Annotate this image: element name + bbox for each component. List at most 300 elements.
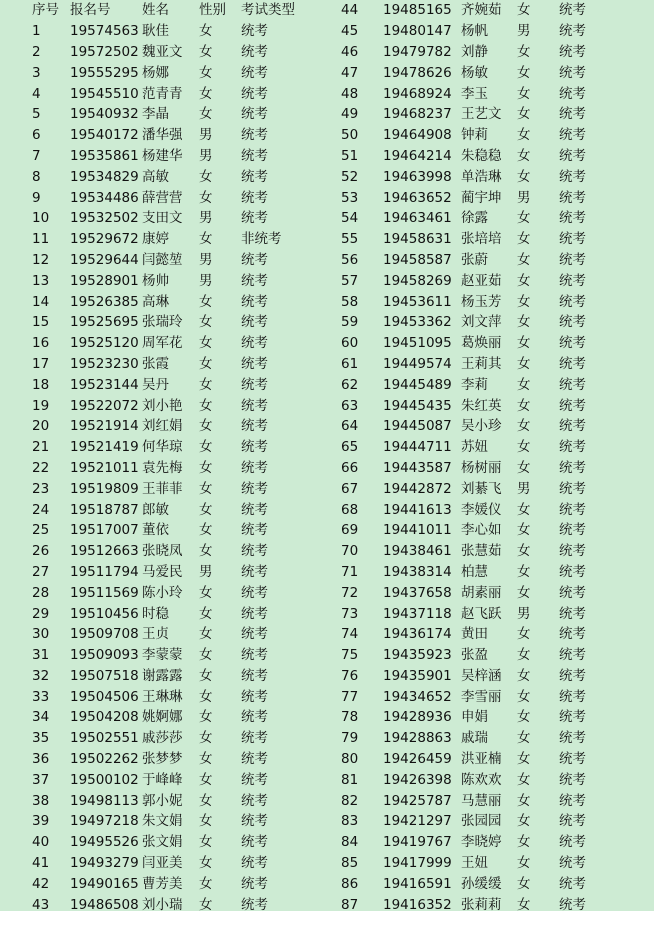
table-row bbox=[0, 187, 629, 208]
row-reg-no-right: 19419767 bbox=[383, 834, 452, 851]
row-index-left: 40 bbox=[32, 834, 50, 851]
row-exam-type-right: 统考 bbox=[559, 272, 586, 289]
row-index-left: 43 bbox=[32, 896, 50, 913]
row-reg-no-left: 19500102 bbox=[70, 771, 139, 788]
row-exam-type-right: 统考 bbox=[559, 189, 586, 206]
row-reg-no-right: 19458587 bbox=[383, 251, 452, 268]
row-exam-type-left: 统考 bbox=[241, 730, 268, 747]
row-reg-no-left: 19529672 bbox=[70, 231, 139, 248]
row-name-right: 朱稳稳 bbox=[461, 147, 502, 164]
header-reg-no: 报名号 bbox=[70, 2, 111, 19]
row-index-left: 11 bbox=[32, 231, 50, 248]
row-index-left: 3 bbox=[32, 64, 41, 81]
row-name-left bbox=[142, 915, 199, 936]
row-gender-left: 女 bbox=[199, 106, 213, 123]
row-exam-type-right: 统考 bbox=[559, 501, 586, 518]
row-gender-right: 女 bbox=[517, 210, 531, 227]
row-index-right: 49 bbox=[341, 106, 359, 123]
row-name-left: 支田文 bbox=[142, 210, 183, 227]
row-reg-no-right: 19445489 bbox=[383, 376, 452, 393]
header-gender: 性别 bbox=[199, 2, 226, 19]
table-row bbox=[0, 645, 629, 666]
row-reg-no-right: 19478626 bbox=[383, 64, 452, 81]
row-reg-no-right: 19445087 bbox=[383, 418, 452, 435]
row-reg-no-right: 19464214 bbox=[383, 147, 452, 164]
row-index-right: 74 bbox=[341, 626, 359, 643]
row-exam-type-left: 统考 bbox=[241, 522, 268, 539]
row-reg-no-left: 19502262 bbox=[70, 751, 139, 768]
row-exam-type-right: 统考 bbox=[559, 688, 586, 705]
row-index-left: 4 bbox=[32, 85, 41, 102]
row-index-right: 45 bbox=[341, 23, 359, 40]
row-reg-no-left: 19511569 bbox=[70, 584, 139, 601]
row-exam-type-left: 统考 bbox=[241, 459, 268, 476]
row-reg-no-left: 19525120 bbox=[70, 335, 139, 352]
row-index-right: 84 bbox=[341, 834, 359, 851]
row-reg-no-left: 19507518 bbox=[70, 667, 139, 684]
row-exam-type-left: 统考 bbox=[241, 855, 268, 872]
row-gender-left: 男 bbox=[199, 563, 213, 580]
row-gender-right: 男 bbox=[517, 480, 531, 497]
row-name-right: 杨玉芳 bbox=[461, 293, 502, 310]
row-gender-left: 女 bbox=[199, 855, 213, 872]
row-reg-no-left: 19521011 bbox=[70, 459, 139, 476]
row-exam-type-left: 统考 bbox=[241, 106, 268, 123]
row-gender-right: 女 bbox=[517, 64, 531, 81]
row-gender-left: 男 bbox=[199, 127, 213, 144]
row-index-left: 6 bbox=[32, 127, 41, 144]
row-exam-type-right: 统考 bbox=[559, 543, 586, 560]
row-exam-type-right: 统考 bbox=[559, 355, 586, 372]
row-gender-left: 女 bbox=[199, 189, 213, 206]
table-row bbox=[0, 894, 629, 915]
row-exam-type-right: 统考 bbox=[559, 168, 586, 185]
row-name-right: 黄田 bbox=[461, 626, 488, 643]
row-exam-type-left: 统考 bbox=[241, 771, 268, 788]
row-index-right: 54 bbox=[341, 210, 359, 227]
row-reg-no-left: 19528901 bbox=[70, 272, 139, 289]
table-row bbox=[0, 291, 629, 312]
table-row bbox=[0, 832, 629, 853]
row-reg-no-right: 19438461 bbox=[383, 543, 452, 560]
row-exam-type-left: 统考 bbox=[241, 43, 268, 60]
row-reg-no-right: 19426398 bbox=[383, 771, 452, 788]
row-gender-right: 女 bbox=[517, 439, 531, 456]
row-exam-type-left: 统考 bbox=[241, 210, 268, 227]
row-exam-type-right: 统考 bbox=[559, 210, 586, 227]
row-gender-right: 女 bbox=[517, 667, 531, 684]
row-name-right: 马慧丽 bbox=[461, 792, 502, 809]
row-reg-no-right: 19426459 bbox=[383, 751, 452, 768]
row-gender-left: 女 bbox=[199, 709, 213, 726]
row-index-left: 20 bbox=[32, 418, 50, 435]
row-index-right: 82 bbox=[341, 792, 359, 809]
row-exam-type-right: 统考 bbox=[559, 480, 586, 497]
table-row bbox=[0, 62, 629, 83]
row-name-right: 张莉莉 bbox=[461, 896, 502, 913]
row-exam-type-right: 统考 bbox=[559, 231, 586, 248]
row-exam-type-right: 统考 bbox=[559, 106, 586, 123]
row-reg-no-right: 19417999 bbox=[383, 855, 452, 872]
row-gender-right: 女 bbox=[517, 2, 531, 19]
row-reg-no-right: 19416352 bbox=[383, 896, 452, 913]
row-reg-no-left: 19540172 bbox=[70, 127, 139, 144]
row-index-right: 68 bbox=[341, 501, 359, 518]
row-reg-no-right: 19434652 bbox=[383, 688, 452, 705]
row-gender-left: 女 bbox=[199, 584, 213, 601]
row-index-left: 12 bbox=[32, 251, 50, 268]
row-reg-no-left: 19555295 bbox=[70, 64, 139, 81]
row-reg-no-left: 19517007 bbox=[70, 522, 139, 539]
row-exam-type-left bbox=[241, 915, 341, 936]
row-gender-right: 女 bbox=[517, 314, 531, 331]
row-index-left: 9 bbox=[32, 189, 41, 206]
row-name-right: 张园园 bbox=[461, 813, 502, 830]
row-name-right: 柏慧 bbox=[461, 563, 488, 580]
row-reg-no-right: 19416591 bbox=[383, 875, 452, 892]
table-row bbox=[0, 374, 629, 395]
row-name-left: 杨帅 bbox=[142, 272, 169, 289]
row-gender-left: 女 bbox=[199, 792, 213, 809]
row-gender-left: 男 bbox=[199, 210, 213, 227]
row-gender-right: 女 bbox=[517, 147, 531, 164]
row-index-left: 35 bbox=[32, 730, 50, 747]
row-index-right: 57 bbox=[341, 272, 359, 289]
row-reg-no-left: 19545510 bbox=[70, 85, 139, 102]
row-exam-type-right: 统考 bbox=[559, 563, 586, 580]
row-exam-type-left: 统考 bbox=[241, 418, 268, 435]
row-reg-no-right: 19464908 bbox=[383, 127, 452, 144]
row-index-left: 15 bbox=[32, 314, 50, 331]
row-index-left: 17 bbox=[32, 355, 50, 372]
row-index-left: 18 bbox=[32, 376, 50, 393]
row-gender-left: 女 bbox=[199, 439, 213, 456]
row-gender-right: 女 bbox=[517, 522, 531, 539]
row-index-left bbox=[0, 915, 70, 936]
row-name-right: 赵亚茹 bbox=[461, 272, 502, 289]
row-name-right: 张盈 bbox=[461, 647, 488, 664]
table-row bbox=[0, 853, 629, 874]
row-index-right: 66 bbox=[341, 459, 359, 476]
row-index-left: 13 bbox=[32, 272, 50, 289]
row-index-right: 48 bbox=[341, 85, 359, 102]
row-index-right: 63 bbox=[341, 397, 359, 414]
row-name-left: 张霞 bbox=[142, 355, 169, 372]
row-exam-type-right: 统考 bbox=[559, 459, 586, 476]
row-index-right: 67 bbox=[341, 480, 359, 497]
row-exam-type-left: 统考 bbox=[241, 189, 268, 206]
row-reg-no-right: 19463652 bbox=[383, 189, 452, 206]
row-reg-no-right: 19468237 bbox=[383, 106, 452, 123]
table-row bbox=[0, 499, 629, 520]
row-exam-type-right: 统考 bbox=[559, 2, 586, 19]
row-reg-no-right: 19443587 bbox=[383, 459, 452, 476]
row-exam-type-right: 统考 bbox=[559, 85, 586, 102]
row-name-left: 董依 bbox=[142, 522, 169, 539]
row-reg-no-left: 19574563 bbox=[70, 23, 139, 40]
row-reg-no-left: 19504208 bbox=[70, 709, 139, 726]
row-gender-left: 女 bbox=[199, 730, 213, 747]
row-index-right: 78 bbox=[341, 709, 359, 726]
row-exam-type-right: 统考 bbox=[559, 439, 586, 456]
row-index-left: 33 bbox=[32, 688, 50, 705]
row-name-left: 何华琼 bbox=[142, 439, 183, 456]
row-name-right: 刘綦飞 bbox=[461, 480, 502, 497]
row-index-right: 44 bbox=[341, 2, 359, 19]
row-index-right: 81 bbox=[341, 771, 359, 788]
row-name-right: 申娟 bbox=[461, 709, 488, 726]
row-name-left: 魏亚文 bbox=[142, 43, 183, 60]
row-reg-no-right: 19441613 bbox=[383, 501, 452, 518]
table-row bbox=[0, 811, 629, 832]
row-name-left: 吴丹 bbox=[142, 376, 169, 393]
row-reg-no-right: 19436174 bbox=[383, 626, 452, 643]
row-name-right: 苏妞 bbox=[461, 439, 488, 456]
row-exam-type-right: 统考 bbox=[559, 667, 586, 684]
table-row bbox=[0, 166, 629, 187]
row-reg-no-left: 19510456 bbox=[70, 605, 139, 622]
row-reg-no-left: 19535861 bbox=[70, 147, 139, 164]
row-name-left: 郭小妮 bbox=[142, 792, 183, 809]
row-gender-right: 女 bbox=[517, 272, 531, 289]
row-exam-type-left: 统考 bbox=[241, 23, 268, 40]
row-reg-no-right: 19449574 bbox=[383, 355, 452, 372]
row-exam-type-right: 统考 bbox=[559, 834, 586, 851]
row-reg-no-right: 19442872 bbox=[383, 480, 452, 497]
row-gender-left: 男 bbox=[199, 272, 213, 289]
table-row bbox=[0, 915, 629, 936]
row-name-right: 刘文萍 bbox=[461, 314, 502, 331]
table-row bbox=[0, 416, 629, 437]
row-exam-type-left: 统考 bbox=[241, 168, 268, 185]
row-exam-type-left: 统考 bbox=[241, 64, 268, 81]
row-gender-left: 女 bbox=[199, 43, 213, 60]
row-index-left: 29 bbox=[32, 605, 50, 622]
row-gender-right: 男 bbox=[517, 23, 531, 40]
row-name-left: 闫亚美 bbox=[142, 855, 183, 872]
row-reg-no-left: 19522072 bbox=[70, 397, 139, 414]
row-name-right: 杨敏 bbox=[461, 64, 488, 81]
row-gender-left: 女 bbox=[199, 667, 213, 684]
row-reg-no-right: 19485165 bbox=[383, 2, 452, 19]
row-name-left: 周军花 bbox=[142, 335, 183, 352]
row-exam-type-left: 统考 bbox=[241, 834, 268, 851]
row-exam-type-right: 统考 bbox=[559, 584, 586, 601]
row-exam-type-left: 统考 bbox=[241, 584, 268, 601]
row-name-right: 刘静 bbox=[461, 43, 488, 60]
row-exam-type-right: 统考 bbox=[559, 813, 586, 830]
row-index-right: 59 bbox=[341, 314, 359, 331]
table-row bbox=[0, 42, 629, 63]
table-row bbox=[0, 749, 629, 770]
row-reg-no-left: 19532502 bbox=[70, 210, 139, 227]
row-gender-right: 女 bbox=[517, 376, 531, 393]
row-name-left: 曹芳美 bbox=[142, 875, 183, 892]
row-name-left: 杨娜 bbox=[142, 64, 169, 81]
row-index-right: 73 bbox=[341, 605, 359, 622]
row-gender-right: 女 bbox=[517, 834, 531, 851]
row-exam-type-left: 统考 bbox=[241, 896, 268, 913]
row-index-left: 34 bbox=[32, 709, 50, 726]
row-reg-no-left: 19509708 bbox=[70, 626, 139, 643]
row-reg-no-right: 19425787 bbox=[383, 792, 452, 809]
row-index-left: 1 bbox=[32, 23, 41, 40]
row-gender-right: 女 bbox=[517, 896, 531, 913]
row-index-left: 42 bbox=[32, 875, 50, 892]
row-gender-right: 女 bbox=[517, 231, 531, 248]
row-exam-type-left: 统考 bbox=[241, 647, 268, 664]
row-exam-type-left: 统考 bbox=[241, 397, 268, 414]
row-name-right: 陈欢欢 bbox=[461, 771, 502, 788]
row-reg-no-right: 19444711 bbox=[383, 439, 452, 456]
row-gender-right: 女 bbox=[517, 355, 531, 372]
row-exam-type-right: 统考 bbox=[559, 626, 586, 643]
row-name-left: 陈小玲 bbox=[142, 584, 183, 601]
row-reg-no-right: 19437118 bbox=[383, 605, 452, 622]
row-index-right: 69 bbox=[341, 522, 359, 539]
row-reg-no-left: 19486508 bbox=[70, 896, 139, 913]
row-reg-no-left: 19493279 bbox=[70, 855, 139, 872]
row-exam-type-right: 统考 bbox=[559, 376, 586, 393]
row-reg-no-right: 19463461 bbox=[383, 210, 452, 227]
table-row bbox=[0, 728, 629, 749]
row-name-right: 戚瑞 bbox=[461, 730, 488, 747]
row-exam-type-left: 统考 bbox=[241, 85, 268, 102]
row-exam-type-right: 统考 bbox=[559, 335, 586, 352]
row-gender-right: 女 bbox=[517, 771, 531, 788]
row-reg-no-right: 19421297 bbox=[383, 813, 452, 830]
header-index: 序号 bbox=[32, 2, 59, 19]
row-exam-type-right: 统考 bbox=[559, 127, 586, 144]
row-index-right: 64 bbox=[341, 418, 359, 435]
row-index-left: 23 bbox=[32, 480, 50, 497]
row-reg-no-right: 19463998 bbox=[383, 168, 452, 185]
row-index-left: 21 bbox=[32, 439, 50, 456]
row-index-left: 7 bbox=[32, 147, 41, 164]
table-row bbox=[0, 582, 629, 603]
row-reg-no-left: 19498113 bbox=[70, 792, 139, 809]
row-name-right: 吴小珍 bbox=[461, 418, 502, 435]
row-exam-type-right: 统考 bbox=[559, 522, 586, 539]
row-reg-no-left: 19540932 bbox=[70, 106, 139, 123]
table-row bbox=[0, 354, 629, 375]
row-index-left: 25 bbox=[32, 522, 50, 539]
row-gender-right: 女 bbox=[517, 43, 531, 60]
row-name-left: 王琳琳 bbox=[142, 688, 183, 705]
row-index-right: 46 bbox=[341, 43, 359, 60]
row-name-left: 王贞 bbox=[142, 626, 169, 643]
row-exam-type-right: 统考 bbox=[559, 147, 586, 164]
row-name-left: 杨建华 bbox=[142, 147, 183, 164]
row-gender-right: 女 bbox=[517, 751, 531, 768]
table-row bbox=[0, 229, 629, 250]
row-reg-no-left: 19495526 bbox=[70, 834, 139, 851]
row-gender-right: 女 bbox=[517, 459, 531, 476]
row-reg-no-right: 19480147 bbox=[383, 23, 452, 40]
row-gender-right: 男 bbox=[517, 189, 531, 206]
row-exam-type-left: 统考 bbox=[241, 355, 268, 372]
row-gender-right: 女 bbox=[517, 584, 531, 601]
row-exam-type-left: 统考 bbox=[241, 875, 268, 892]
row-reg-no-right bbox=[383, 915, 461, 936]
row-index-left: 19 bbox=[32, 397, 50, 414]
row-name-left: 张梦梦 bbox=[142, 751, 183, 768]
row-index-left: 10 bbox=[32, 210, 50, 227]
row-exam-type-left: 统考 bbox=[241, 501, 268, 518]
row-reg-no-right: 19458269 bbox=[383, 272, 452, 289]
row-index-left: 32 bbox=[32, 667, 50, 684]
row-exam-type-right: 统考 bbox=[559, 251, 586, 268]
row-reg-no-left: 19534829 bbox=[70, 168, 139, 185]
row-gender-right: 女 bbox=[517, 168, 531, 185]
row-index-left: 22 bbox=[32, 459, 50, 476]
row-reg-no-left: 19521914 bbox=[70, 418, 139, 435]
row-name-right: 徐露 bbox=[461, 210, 488, 227]
row-gender-left: 女 bbox=[199, 875, 213, 892]
row-name-right: 李莉 bbox=[461, 376, 488, 393]
table-row bbox=[0, 270, 629, 291]
row-exam-type-right: 统考 bbox=[559, 64, 586, 81]
row-name-left: 刘红娟 bbox=[142, 418, 183, 435]
row-name-right: 杨树丽 bbox=[461, 459, 502, 476]
table-row bbox=[0, 790, 629, 811]
row-index-right: 71 bbox=[341, 563, 359, 580]
row-exam-type-left: 统考 bbox=[241, 439, 268, 456]
row-name-right: 钟莉 bbox=[461, 127, 488, 144]
table-row bbox=[0, 104, 629, 125]
row-index-right: 50 bbox=[341, 127, 359, 144]
row-reg-no-left: 19519809 bbox=[70, 480, 139, 497]
row-gender-right: 女 bbox=[517, 501, 531, 518]
row-reg-no-left: 19521419 bbox=[70, 439, 139, 456]
row-name-left: 李蒙蒙 bbox=[142, 647, 183, 664]
row-exam-type-left: 统考 bbox=[241, 605, 268, 622]
row-exam-type-left: 统考 bbox=[241, 626, 268, 643]
row-gender-left: 女 bbox=[199, 605, 213, 622]
row-exam-type-right: 统考 bbox=[559, 23, 586, 40]
row-exam-type-left: 统考 bbox=[241, 751, 268, 768]
row-index-right: 56 bbox=[341, 251, 359, 268]
row-name-left: 范青青 bbox=[142, 85, 183, 102]
row-index-left: 26 bbox=[32, 543, 50, 560]
row-exam-type-right: 统考 bbox=[559, 730, 586, 747]
row-gender-right: 女 bbox=[517, 418, 531, 435]
row-exam-type-left: 统考 bbox=[241, 272, 268, 289]
row-gender-left: 女 bbox=[199, 397, 213, 414]
table-row bbox=[0, 707, 629, 728]
row-name-left: 张瑞玲 bbox=[142, 314, 183, 331]
row-exam-type-left: 统考 bbox=[241, 293, 268, 310]
table-row bbox=[0, 603, 629, 624]
row-name-left: 朱文娟 bbox=[142, 813, 183, 830]
row-name-left: 闫懿堃 bbox=[142, 251, 183, 268]
row-index-right: 70 bbox=[341, 543, 359, 560]
table-row bbox=[0, 562, 629, 583]
row-index-right: 53 bbox=[341, 189, 359, 206]
row-exam-type-right: 统考 bbox=[559, 771, 586, 788]
row-name-left: 潘华强 bbox=[142, 127, 183, 144]
table-row bbox=[0, 395, 629, 416]
row-gender-left: 女 bbox=[199, 834, 213, 851]
row-gender-left: 女 bbox=[199, 335, 213, 352]
row-reg-no-right: 19479782 bbox=[383, 43, 452, 60]
row-gender-left: 女 bbox=[199, 626, 213, 643]
row-index-left: 28 bbox=[32, 584, 50, 601]
row-gender-left: 男 bbox=[199, 251, 213, 268]
row-name-right: 齐婉茹 bbox=[461, 2, 502, 19]
row-name-left: 谢露露 bbox=[142, 667, 183, 684]
row-reg-no-left: 19523144 bbox=[70, 376, 139, 393]
